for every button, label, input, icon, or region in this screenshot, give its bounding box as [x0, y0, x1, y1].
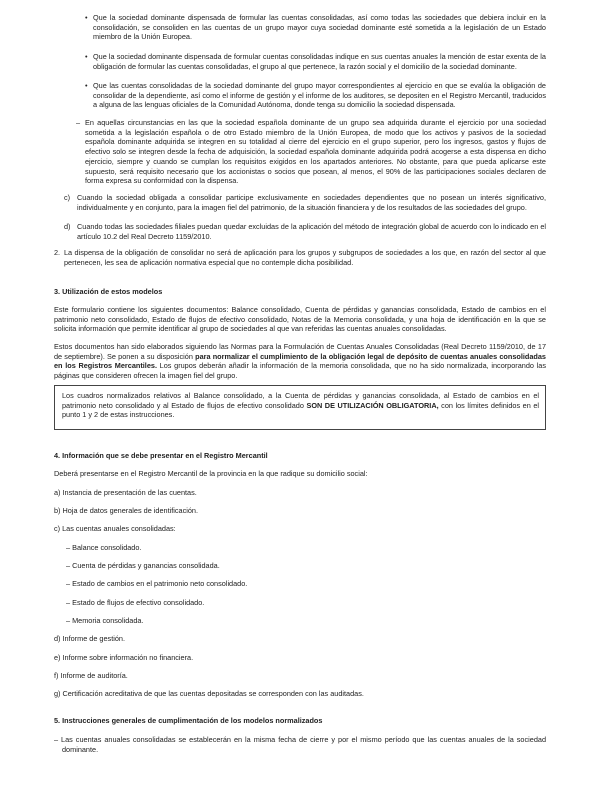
section-5-dash-paragraph: – Las cuentas anuales consolidadas se establecerán en la misma fecha de cierre y por el mismo período que las cuentas anuales de la sociedad dominante.	[54, 735, 546, 754]
section-3-paragraph-1: Este formulario contiene los siguientes documentos: Balance consolidado, Cuenta de pérdidas y ganancias consolidada, Estado de cambios en el patrimonio neto consolidado, Estado de flujos de efectivo consolidado, Notas de la Memoria consolidada, y una hoja de identificación en la que se solicita información que permite identificar al grupo de sociedades al que van referidas las cuentas anuales consolidadas.	[54, 305, 546, 334]
section-4-subitem: – Estado de cambios en el patrimonio neto consolidado.	[66, 579, 248, 588]
dash-marker: –	[76, 118, 81, 127]
section-4-subitem: – Cuenta de pérdidas y ganancias consolidada.	[66, 561, 220, 570]
section-4-heading: 4. Información que se debe presentar en el Registro Mercantil	[54, 451, 268, 460]
section-3-paragraph-2: Estos documentos han sido elaborados siguiendo las Normas para la Formulación de Cuentas Anuales Consolidadas (Real Decreto 1159/2010, de 17 de septiembre). Se ponen a su disposición para normalizar el cumplimiento de la obligación legal de depósito de cuentas anuales consolidadas en los Registros Mercantiles. Los grupos deberán añadir la información de la memoria consolidada, que no ha sido normalizada, incorporando las páginas que consideren ofrecen la imagen fiel del grupo.	[54, 342, 546, 381]
section-4-item-a: a) Instancia de presentación de las cuentas.	[54, 488, 197, 497]
section-4-item-e: e) Informe sobre información no financiera.	[54, 653, 194, 662]
item-d-marker: d)	[64, 222, 71, 231]
bullet-item-2: Que la sociedad dominante dispensada de formular cuentas consolidadas indique en sus cuentas anuales la mención de estar exenta de la obligación de formular las cuentas consolidadas, el grupo al que pertenece, la razón social y el domicilio de la sociedad dominante.	[93, 52, 546, 71]
bullet-item-3: Que las cuentas consolidadas de la sociedad dominante del grupo mayor correspondientes al ejercicio en que se evalúa la obligación de consolidar de la dependiente, así como el informe de gestión y el informe de los auditores, se depositen en el Registro Mercantil, traducidos a alguna de las lenguas oficiales de la Comunidad Autónoma, donde tenga su domicilio la sociedad dispensada.	[93, 81, 546, 110]
section-4-item-d: d) Informe de gestión.	[54, 634, 125, 643]
section-4-intro: Deberá presentarse en el Registro Mercantil de la provincia en la que radique su domicilio social:	[54, 469, 368, 478]
section-4-item-g: g) Certificación acreditativa de que las cuentas depositadas se corresponden con las auditadas.	[54, 689, 364, 698]
item-c-marker: c)	[64, 193, 71, 202]
section-5-heading: 5. Instrucciones generales de cumplimentación de los modelos normalizados	[54, 716, 323, 725]
section-4-item-f: f) Informe de auditoría.	[54, 671, 128, 680]
item-2-text: La dispensa de la obligación de consolidar no será de aplicación para los grupos y subgrupos de sociedades a los que, en razón del sector al que pertenecen, les sea de aplicación normativa especial que no contemple dicha posibilidad.	[64, 248, 546, 267]
section-4-item-b: b) Hoja de datos generales de identificación.	[54, 506, 199, 515]
item-d-text: Cuando todas las sociedades filiales puedan quedar excluidas de la aplicación del método de integración global de acuerdo con lo indicado en el artículo 10.2 del Real Decreto 1159/2010.	[77, 222, 546, 241]
section-3-heading: 3. Utilización de estos modelos	[54, 287, 163, 296]
section-4-subitem: – Memoria consolidada.	[66, 616, 144, 625]
section-4-subitem: – Balance consolidado.	[66, 543, 142, 552]
section-3-bold-text: para normalizar el cumplimiento de la obligación legal de depósito de cuentas anuales consolidadas en los Registros Mercantiles.	[54, 351, 546, 371]
notice-box-bold: SON DE UTILIZACIÓN OBLIGATORIA,	[306, 400, 439, 410]
notice-box-text: Los cuadros normalizados relativos al Balance consolidado, a la Cuenta de pérdidas y ganancias consolidada, al Estado de cambios en el patrimonio neto consolidado y al Estado de flujos de efectivo consolidado SON DE UTILIZACIÓN OBLIGATORIA, con los límites definidos en el punto 1 y 2 de estas instrucciones.	[62, 391, 539, 420]
bullet-marker: •	[85, 52, 88, 61]
bullet-item-1: Que la sociedad dominante dispensada de formular las cuentas consolidadas, así como todas las sociedades que debiera incluir en la consolidación, se consoliden en las cuentas de un grupo mayor cuya sociedad dominante esté sometida a la legislación de un Estado miembro de la Unión Europea.	[93, 13, 546, 42]
item-2-marker: 2.	[54, 248, 61, 257]
item-c-text: Cuando la sociedad obligada a consolidar participe exclusivamente en sociedades dependientes que no posean un interés significativo, individualmente y en conjunto, para la imagen fiel del patrimonio, de la situación financiera y de los resultados de las sociedades del grupo.	[77, 193, 546, 212]
dash-paragraph: En aquellas circunstancias en las que la sociedad española dominante de un grupo sea adquirida durante el ejercicio por una sociedad sometida a la legislación española o de otro Estado miembro de la Unión Europea, de modo que los activos y pasivos de la sociedad española dominante adquirida se integren en su totalidad al cierre del ejercicio en el grupo superior, pero los ingresos, gastos y flujos de efectivo solo se integren desde la fecha de adquisición, la sociedad española dominante adquirida podrá acogerse a esta dispensa en dicho ejercicio, siempre y cuando se cumplan los requisitos exigidos en los apartados anteriores. No obstante, para que pueda aplicarse este supuesto, será requisito necesario que los accionistas o socios que posean, al menos, el 90% de las participaciones sociales declaren de forma expresa su conformidad con la dispensa.	[85, 118, 546, 186]
section-4-item-c: c) Las cuentas anuales consolidadas:	[54, 524, 176, 533]
section-4-subitem: – Estado de flujos de efectivo consolidado.	[66, 598, 205, 607]
bullet-marker: •	[85, 13, 88, 22]
bullet-marker: •	[85, 81, 88, 90]
